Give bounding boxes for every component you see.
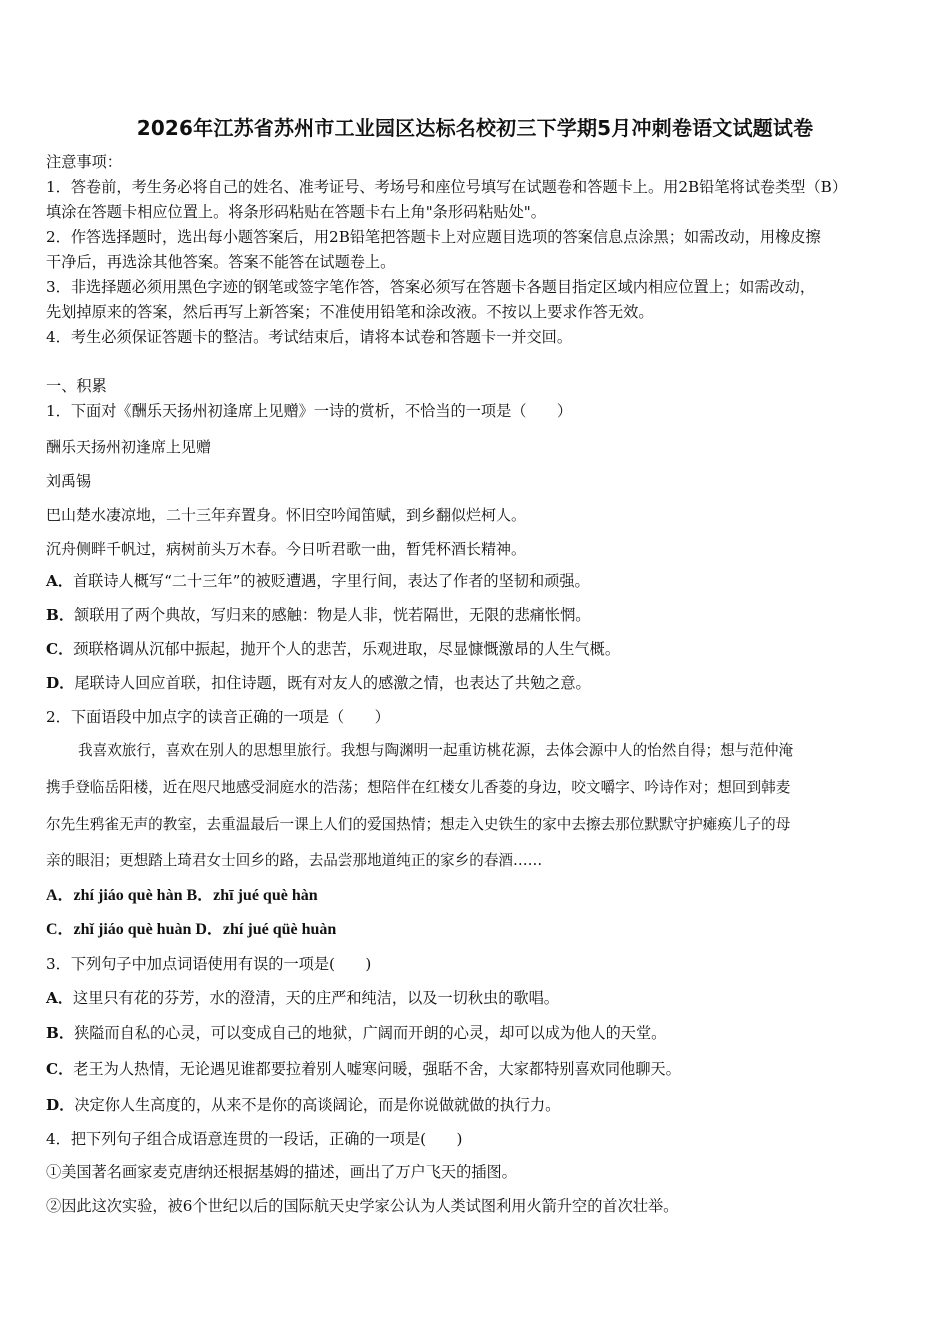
option-text: 颔联用了两个典故，写归来的感触：物是人非，恍若隔世，无限的悲痛怅惘。 — [74, 606, 591, 624]
option-text: 狭隘而自私的心灵，可以变成自己的地狱，广阔而开朗的心灵，却可以成为他人的天堂。 — [74, 1024, 667, 1042]
q3-option-c[interactable] — [46, 1059, 908, 1079]
q1-option-a[interactable] — [46, 571, 908, 591]
q3-option-a[interactable] — [46, 988, 908, 1008]
option-letter: A． — [46, 989, 73, 1007]
option-letter: B． — [46, 606, 75, 624]
option-text: 这里只有花的芬芳，水的澄清，天的庄严和纯洁，以及一切秋虫的歌唱。 — [72, 989, 559, 1007]
q3-option-d[interactable] — [46, 1095, 908, 1115]
option-text: 首联诗人概写“二十三年”的被贬遭遇，字里行间，表达了作者的坚韧和顽强。 — [72, 572, 590, 590]
notice-line: 2．作答选择题时，选出每小题答案后，用2B铅笔把答题卡上对应题目选项的答案信息点涂黑；如需改动，用橡皮擦 — [46, 228, 821, 246]
q2-passage-line: 我喜欢旅行，喜欢在别人的思想里旅行。我想与陶渊明一起重访桃花源，去体会源中人的怡然自得；想与范仲淹 — [78, 742, 794, 759]
option-text: 尾联诗人回应首联，扣住诗题，既有对友人的感激之情，也表达了共勉之意。 — [74, 674, 591, 692]
q2-options-ab[interactable]: A．zhí jiáo què hàn B．zhī jué què hàn — [46, 887, 318, 904]
option-text: 老王为人热情，无论遇见谁都要拉着别人嘘寒问暖，强聒不舍，大家都特别喜欢同他聊天。 — [73, 1060, 681, 1078]
q4-item: ①美国著名画家麦克唐纳还根据基姆的描述，画出了万户飞天的插图。 — [46, 1163, 517, 1181]
option-letter: D． — [46, 674, 75, 692]
q2-passage-line: 尔先生鸦雀无声的教室，去重温最后一课上人们的爱国热情；想走入史铁生的家中去擦去那位默默守护瘫痪儿子的母 — [46, 816, 791, 833]
q3-stem: 3．下列句子中加点词语使用有误的一项是( ) — [46, 955, 372, 973]
q2-passage-line: 携手登临岳阳楼，近在咫尺地感受洞庭水的浩荡；想陪伴在红楼女儿香菱的身边，咬文嚼字、吟诗作对；想回到韩麦 — [46, 779, 791, 796]
poem-line: 巴山楚水凄凉地，二十三年弃置身。怀旧空吟闻笛赋，到乡翻似烂柯人。 — [46, 506, 527, 524]
section-heading: 一、积累 — [46, 377, 107, 395]
option-text: 颈联格调从沉郁中振起，抛开个人的悲苦，乐观进取，尽显慷慨激昂的人生气概。 — [73, 640, 621, 658]
notice-heading: 注意事项： — [46, 153, 122, 171]
notice-line: 填涂在答题卡相应位置上。将条形码粘贴在答题卡右上角"条形码粘贴处"。 — [46, 203, 546, 221]
q1-option-c[interactable] — [46, 639, 908, 659]
notice-line: 4．考生必须保证答题卡的整洁。考试结束后，请将本试卷和答题卡一并交回。 — [46, 328, 573, 346]
q4-stem: 4．把下列句子组合成语意连贯的一段话，正确的一项是( ) — [46, 1130, 463, 1148]
option-letter: D． — [46, 1096, 75, 1114]
notice-line: 干净后，再选涂其他答案。答案不能答在试题卷上。 — [46, 253, 396, 271]
option-letter: C． — [46, 1060, 74, 1078]
option-letter: C． — [46, 640, 74, 658]
q4-item: ②因此这次实验，被6个世纪以后的国际航天史学家公认为人类试图利用火箭升空的首次壮举。 — [46, 1197, 679, 1215]
q1-option-b[interactable] — [46, 605, 908, 625]
poem-title: 酬乐天扬州初逢席上见赠 — [46, 438, 212, 456]
option-letter: A． — [46, 572, 73, 590]
option-letter: B． — [46, 1024, 75, 1042]
q3-option-b[interactable] — [46, 1023, 908, 1043]
poem-author: 刘禹锡 — [46, 472, 92, 490]
q1-stem: 1．下面对《酬乐天扬州初逢席上见赠》一诗的赏析，不恰当的一项是（ ） — [46, 402, 573, 420]
q2-options-cd[interactable]: C．zhǐ jiáo què huàn D．zhí jué qüè huàn — [46, 921, 337, 938]
notice-line: 先划掉原来的答案，然后再写上新答案；不准使用铅笔和涂改液。不按以上要求作答无效。 — [46, 303, 654, 321]
notice-line: 1．答卷前，考生务必将自己的姓名、准考证号、考场号和座位号填写在试题卷和答题卡上。用2B铅笔将试卷类型（B） — [46, 178, 848, 196]
q2-passage-line: 亲的眼泪；更想踏上琦君女士回乡的路，去品尝那地道纯正的家乡的春酒…… — [46, 852, 543, 869]
q1-option-d[interactable] — [46, 673, 908, 693]
poem-line: 沉舟侧畔千帆过，病树前头万木春。今日听君歌一曲，暂凭杯酒长精神。 — [46, 540, 527, 558]
exam-title: 2026年江苏省苏州市工业园区达标名校初三下学期5月冲刺卷语文试题试卷 — [136, 116, 814, 140]
q2-stem: 2．下面语段中加点字的读音正确的一项是（ ） — [46, 708, 390, 726]
notice-line: 3．非选择题必须用黑色字迹的钢笔或签字笔作答，答案必须写在答题卡各题目指定区域内相应位置上；如需改动， — [46, 278, 816, 296]
option-text: 决定你人生高度的，从来不是你的高谈阔论，而是你说做就做的执行力。 — [74, 1096, 561, 1114]
